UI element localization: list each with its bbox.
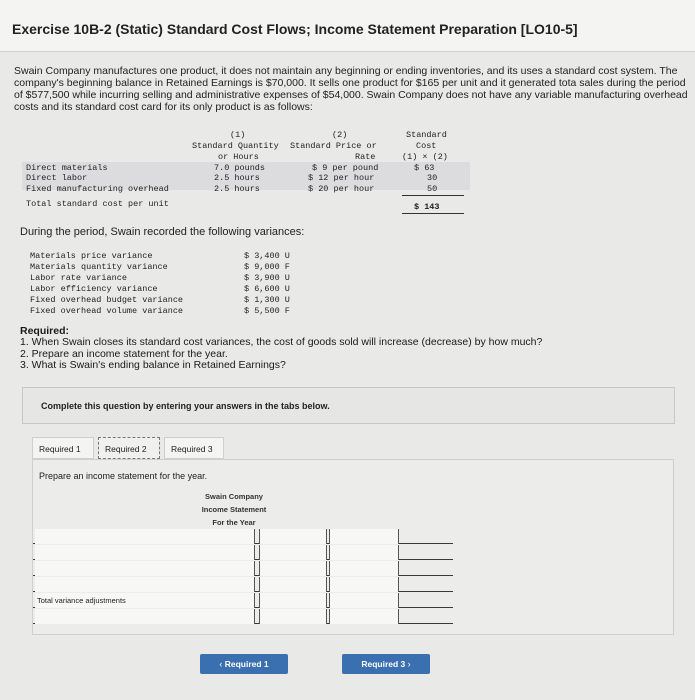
table-row [33,561,453,576]
label-input[interactable]: Total variance adjustments [35,593,255,608]
statement-company: Swain Company [205,492,263,501]
total-input[interactable] [329,593,399,608]
col1-num: (1) [230,130,246,140]
prev-button-label: Required 1 [224,659,269,669]
row-label: Direct materials [26,163,108,173]
page-title: Exercise 10B-2 (Static) Standard Cost Flows; Income Statement Preparation [LO10-5] [12,21,578,37]
label-input[interactable] [35,529,255,544]
variance-label: Fixed overhead budget variance [30,295,184,305]
variance-intro: During the period, Swain recorded the following variances: [20,226,305,238]
row-qty: 2.5 hours [214,173,260,183]
variance-value: $ 3,900 U [244,273,290,283]
amount-input[interactable] [259,593,327,608]
required-item: 3. What is Swain's ending balance in Retained Earnings? [20,359,286,371]
col3-head1: Standard [406,130,447,140]
total-input[interactable] [329,609,399,624]
col2-head2: Rate [355,152,376,162]
total-input[interactable] [329,577,399,592]
tab-required-3[interactable]: Required 3 [164,437,224,459]
label-input[interactable] [35,577,255,592]
total-input[interactable] [329,529,399,544]
required-item: 1. When Swain closes its standard cost variances, the cost of goods sold will increase (decrease) by how much? [20,336,543,348]
table-row [33,529,453,544]
variance-label: Labor rate variance [30,273,127,283]
required-item: 2. Prepare an income statement for the year. [20,347,228,360]
instructions-box [22,387,675,424]
table-row [33,609,453,624]
row-qty: 7.0 pounds [214,163,266,173]
row-cost: $ 63 [414,163,435,173]
variance-value: $ 1,300 U [244,295,290,305]
row-rate: $ 12 per hour [308,173,375,183]
total-rule [402,213,464,214]
col2-head1: Standard Price or [290,141,377,151]
next-button[interactable] [342,654,430,674]
total-input[interactable] [329,545,399,560]
amount-input[interactable] [259,545,327,560]
chevron-left-icon: ‹ [219,659,223,669]
row-label: Direct labor [26,173,88,183]
table-row [33,593,453,608]
next-button-label: Required 3 [361,659,406,669]
row-cost: 30 [427,173,438,183]
amount-input[interactable] [259,577,327,592]
variance-value: $ 9,000 F [244,262,290,272]
row-rate: $ 20 per hour [308,184,375,194]
label-input[interactable] [35,545,255,560]
col3-head3: (1) × (2) [402,152,448,162]
statement-period: For the Year [212,518,256,527]
subtotal-rule [402,195,464,196]
income-statement-grid [33,529,453,623]
tab-required-2[interactable]: Required 2 [98,437,160,459]
label-input[interactable] [35,561,255,576]
prev-button[interactable] [200,654,288,674]
statement-name: Income Statement [201,505,267,514]
total-value: $ 143 [414,202,440,212]
variance-label: Labor efficiency variance [30,284,158,294]
tab-required-1[interactable]: Required 1 [32,437,94,459]
header-bar [0,0,695,52]
variance-value: $ 3,400 U [244,251,290,261]
problem-intro: Swain Company manufactures one product, it does not maintain any beginning or ending inventories, and its uses a standard cost system. The company's beginning balance in Retained Earnings is $70,000. It sells one product for $165 per unit and it generated tota sales during the period of $577,500 while incurring selling and administrative expenses of $54,000. Swain Company does not have any variable manufacturing overhead costs and its standard cost card for its only product is as follows: [14,65,688,113]
instructions-text: Complete this question by entering your answers in the tabs below. [41,401,330,411]
variance-label: Materials price variance [30,251,153,261]
table-row [33,545,453,560]
statement-heading [174,490,294,529]
required-heading: Required: [20,325,70,337]
total-label: Total standard cost per unit [26,199,169,209]
variance-list [30,251,330,315]
amount-input[interactable] [259,609,327,624]
col1-head1: Standard Quantity [192,141,279,151]
variance-value: $ 6,600 U [244,284,290,294]
col1-head2: or Hours [218,152,259,162]
required-list [20,337,542,372]
total-input[interactable] [329,561,399,576]
label-input[interactable] [35,609,255,624]
amount-input[interactable] [259,529,327,544]
row-qty: 2.5 hours [214,184,260,194]
row-rate: $ 9 per pound [312,163,379,173]
row-label: Fixed manufacturing overhead [26,184,169,194]
panel-prompt: Prepare an income statement for the year. [39,471,208,481]
chevron-right-icon: › [407,659,411,669]
variance-value: $ 5,500 F [244,306,290,316]
row-cost: 50 [427,184,438,194]
variance-label: Materials quantity variance [30,262,168,272]
variance-label: Fixed overhead volume variance [30,306,184,316]
amount-input[interactable] [259,561,327,576]
answer-panel [32,459,674,635]
col2-num: (2) [332,130,348,140]
col3-head2: Cost [416,141,437,151]
table-row [33,577,453,592]
standard-cost-card [22,128,470,218]
